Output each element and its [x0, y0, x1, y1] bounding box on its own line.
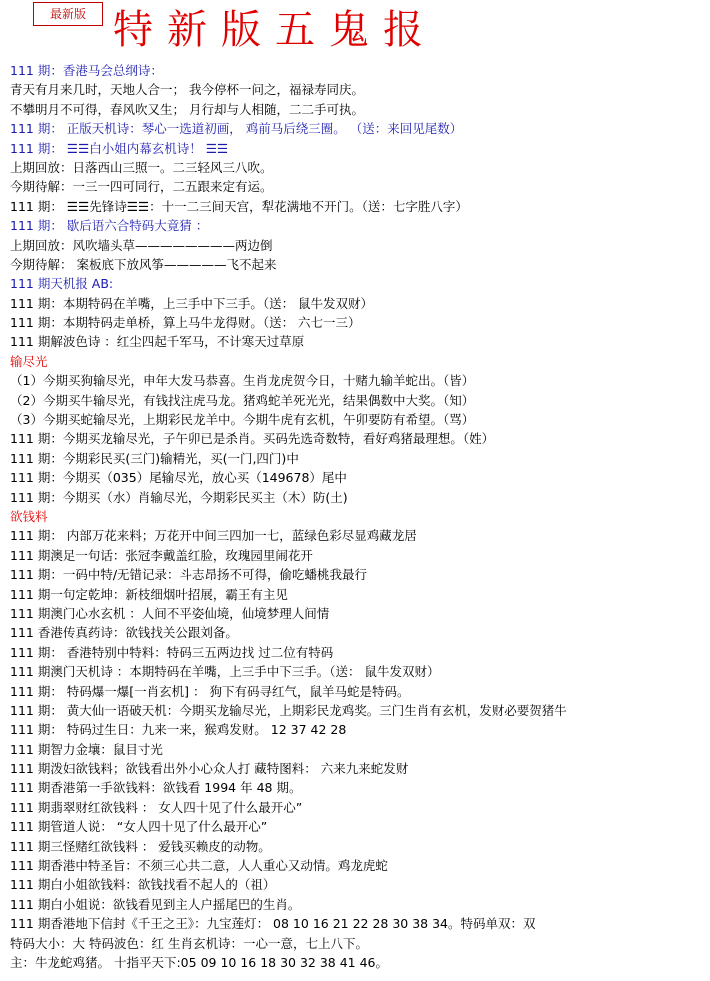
text-line: 111 期： 特码过生日：九来一来，猴鸡发财。 12 37 42 28 [10, 722, 347, 738]
document-body [10, 61, 706, 972]
text-line: （1）今期买狗输尽光，申年大发马恭喜。生肖龙虎贺今日，十赌九输羊蛇出。（皆） [10, 373, 475, 389]
text-line: 111 期翡翠财红欲钱料 ： 女人四十见了什么最开心” [10, 799, 303, 815]
text-line: 不攀明月不可得，春风吹又生； 月行却与人相随，二二手可执。 [10, 101, 364, 117]
text-line: 青天有月来几时，天地人合一； 我今停杯一问之，福禄寿同庆。 [10, 82, 364, 98]
text-line: 111 期： 内部万花来料；万花开中间三四加一七，蓝绿色彩尽显鸡藏龙居 [10, 528, 417, 544]
text-line: 111 期： 黄大仙一语破天机：今期买龙输尽光，上期彩民龙鸡奖。三门生肖有玄机，发财必要贺猪牛 [10, 702, 567, 718]
version-badge: 最新版 [33, 2, 103, 26]
text-line: 111 期：香港马会总纲诗： [10, 63, 163, 78]
text-line: 111 期澳足一句话：张冠李戴盖红脸，玫瑰园里闹花开 [10, 547, 313, 563]
text-line: 111 期： 特码爆一爆[一肖玄机] ： 狗下有码寻红气，鼠羊马蛇是特码。 [10, 683, 410, 699]
text-line: 111 期：本期特码走单桥，算上马牛龙得财。（送： 六七一三） [10, 315, 361, 331]
text-line: 111 期香港地下信封《千王之王》：九宝莲灯： 08 10 16 21 22 28 30 38 34。特码单双：双 [10, 916, 536, 932]
text-line: 111 期：今期买（水）肖输尽光，今期彩民买主（木）防(土) [10, 489, 348, 505]
text-line: 111 期白小姐说：欲钱看见到主人户摇尾巴的生肖。 [10, 896, 301, 912]
text-line: 欲钱料 [10, 508, 48, 524]
text-line: 111 期：今期买（035）尾输尽光，放心买（149678）尾中 [10, 470, 347, 486]
text-line: 今期待解： 案板底下放风筝—————飞不起来 [10, 256, 277, 272]
text-line: 111 期：一码中特/无错记录：斗志昂扬不可得，偷吃蟠桃我最行 [10, 567, 368, 583]
text-line: 111 期： 歇后语六合特码大竟猜 ： [10, 218, 209, 234]
text-line: 111 期：今期彩民买(三门)输精光，买(一门,四门)中 [10, 450, 299, 466]
text-line: 111 期澳门心水玄机 ：人间不平姿仙境，仙境梦理人间情 [10, 605, 330, 621]
text-line: 111 期管道人说： “女人四十见了什么最开心” [10, 819, 268, 835]
text-line: 111 期：本期特码在羊嘴，上三手中下三手。（送： 鼠牛发双财） [10, 295, 374, 311]
text-line: 111 期澳门天机诗 ：本期特码在羊嘴，上三手中下三手。（送： 鼠牛发双财） [10, 664, 440, 680]
text-line: 111 香港传真药诗：欲钱找关公跟刘备。 [10, 625, 238, 641]
text-line: 主：牛龙蛇鸡猪。 十指平天下:05 09 10 16 18 30 32 38 41 46。 [10, 954, 389, 970]
text-line: 111 期解波色诗 ：红尘四起千军马，不计寒天过草原 [10, 334, 305, 350]
text-line: 111 期：今期买龙输尽光，子午卯已是杀肖。买码先选奇数特，看好鸡猪最理想。（姓） [10, 431, 495, 447]
text-line: 111 期： ☰☰先锋诗☰☰：十一二三间天宫，犁花满地不开门。（送：七字胜八字） [10, 198, 468, 214]
text-line: 111 期香港第一手欲钱料：欲钱看 1994 年 48 期。 [10, 780, 302, 796]
text-line: 111 期一句定乾坤：新枝细烟叶招展，霸王有主见 [10, 586, 288, 602]
text-line: 上期回放：风吹墙头草————————两边倒 [10, 237, 273, 253]
text-line: 111 期： 正版天机诗：琴心一选道初画， 鸡前马后绕三圈。 （送：来回见尾数） [10, 121, 463, 137]
text-line: 111 期智力金壤：鼠目寸光 [10, 741, 163, 757]
text-line: 特码大小：大 特码波色：红 生肖玄机诗：一心一意，七上八下。 [10, 935, 368, 951]
text-line: 111 期白小姐欲钱料：欲钱找看不起人的（祖） [10, 877, 276, 893]
text-line: 111 期： ☰☰白小姐内幕玄机诗！ ☰☰ [10, 140, 229, 156]
text-line: 输尽光 [10, 353, 48, 369]
page-title: 特新版五鬼报 [113, 7, 437, 53]
text-line: （3）今期买蛇输尽光，上期彩民龙羊中。今期牛虎有玄机，午卯要防有希望。（骂） [10, 412, 475, 428]
text-line: 111 期： 香港特别中特料：特码三五两边找 过二位有特码 [10, 644, 334, 660]
text-line: 111 期香港中特圣旨：不须三心共二意，人人重心又动情。鸡龙虎蛇 [10, 858, 388, 874]
text-line: （2）今期买牛输尽光，有钱找注虎马龙。猪鸡蛇羊死光光，结果偶数中大奖。（知） [10, 392, 475, 408]
text-line: 上期回放：日落西山三照一。二三轻风三八吹。 [10, 159, 273, 175]
text-line: 111 期三怪赌红欲钱料 ： 爱钱买赖皮的动物。 [10, 838, 271, 854]
text-line: 111 期泼妇欲钱料；欲钱看出外小心众人打 藏特图料： 六来九来蛇发财 [10, 761, 409, 777]
text-line: 今期待解：一三一四可同行，二五跟来定有运。 [10, 179, 273, 195]
text-line: 111 期天机报 AB: [10, 276, 114, 292]
